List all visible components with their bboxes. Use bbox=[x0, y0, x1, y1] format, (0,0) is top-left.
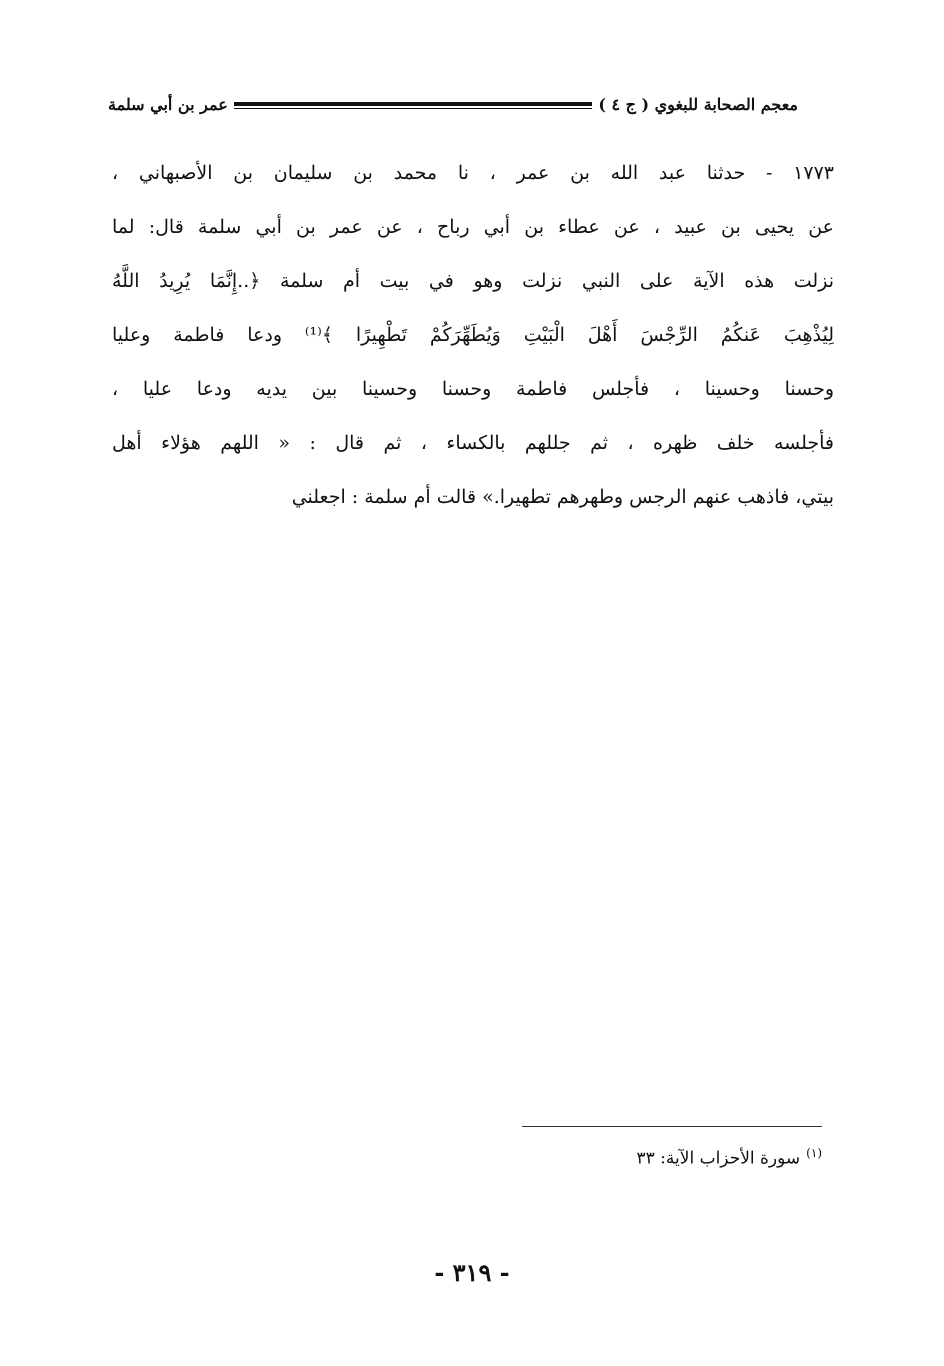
footnote-rule bbox=[522, 1126, 822, 1127]
entry-name: عمر بن أبي سلمة bbox=[108, 94, 228, 114]
header-rule bbox=[234, 102, 593, 106]
footnote bbox=[500, 1146, 822, 1169]
running-header bbox=[108, 86, 798, 122]
text-line: وحسنا وحسينا ، فأجلس فاطمة وحسنا وحسينا بين يديه ودعا عليا ، bbox=[112, 378, 834, 400]
text-line: عن يحيى بن عبيد ، عن عطاء بن أبي رباح ، عن عمر بن أبي سلمة قال: لما bbox=[112, 216, 834, 238]
footnote-text: سورة الأحزاب الآية: ٣٣ bbox=[636, 1148, 801, 1169]
footnote-marker: (١) bbox=[806, 1146, 822, 1160]
text-line: ١٧٧٣ - حدثنا عبد الله بن عمر ، نا محمد بن سليمان بن الأصبهاني ، bbox=[112, 162, 834, 184]
main-text bbox=[112, 146, 834, 524]
text-line: فأجلسه خلف ظهره ، ثم جللهم بالكساء ، ثم قال : « اللهم هؤلاء أهل bbox=[112, 432, 834, 454]
page-number: - ٣١٩ - bbox=[434, 1258, 510, 1287]
text-line: نزلت هذه الآية على النبي نزلت وهو في بيت أم سلمة ﴿..إِنَّمَا يُرِيدُ اللَّهُ bbox=[112, 270, 834, 292]
quran-verse-line: لِيُذْهِبَ عَنكُمُ الرِّجْسَ أَهْلَ الْبَيْتِ وَيُطَهِّرَكُمْ تَطْهِيرًا ﴾⁽¹⁾ ودعا فاطمة وعليا bbox=[112, 324, 834, 346]
text-line: بيتي، فاذهب عنهم الرجس وطهرهم تطهيرا.» قالت أم سلمة : اجعلني bbox=[291, 486, 834, 508]
book-title: معجم الصحابة للبغوي ( ج ٤ ) bbox=[598, 94, 798, 114]
